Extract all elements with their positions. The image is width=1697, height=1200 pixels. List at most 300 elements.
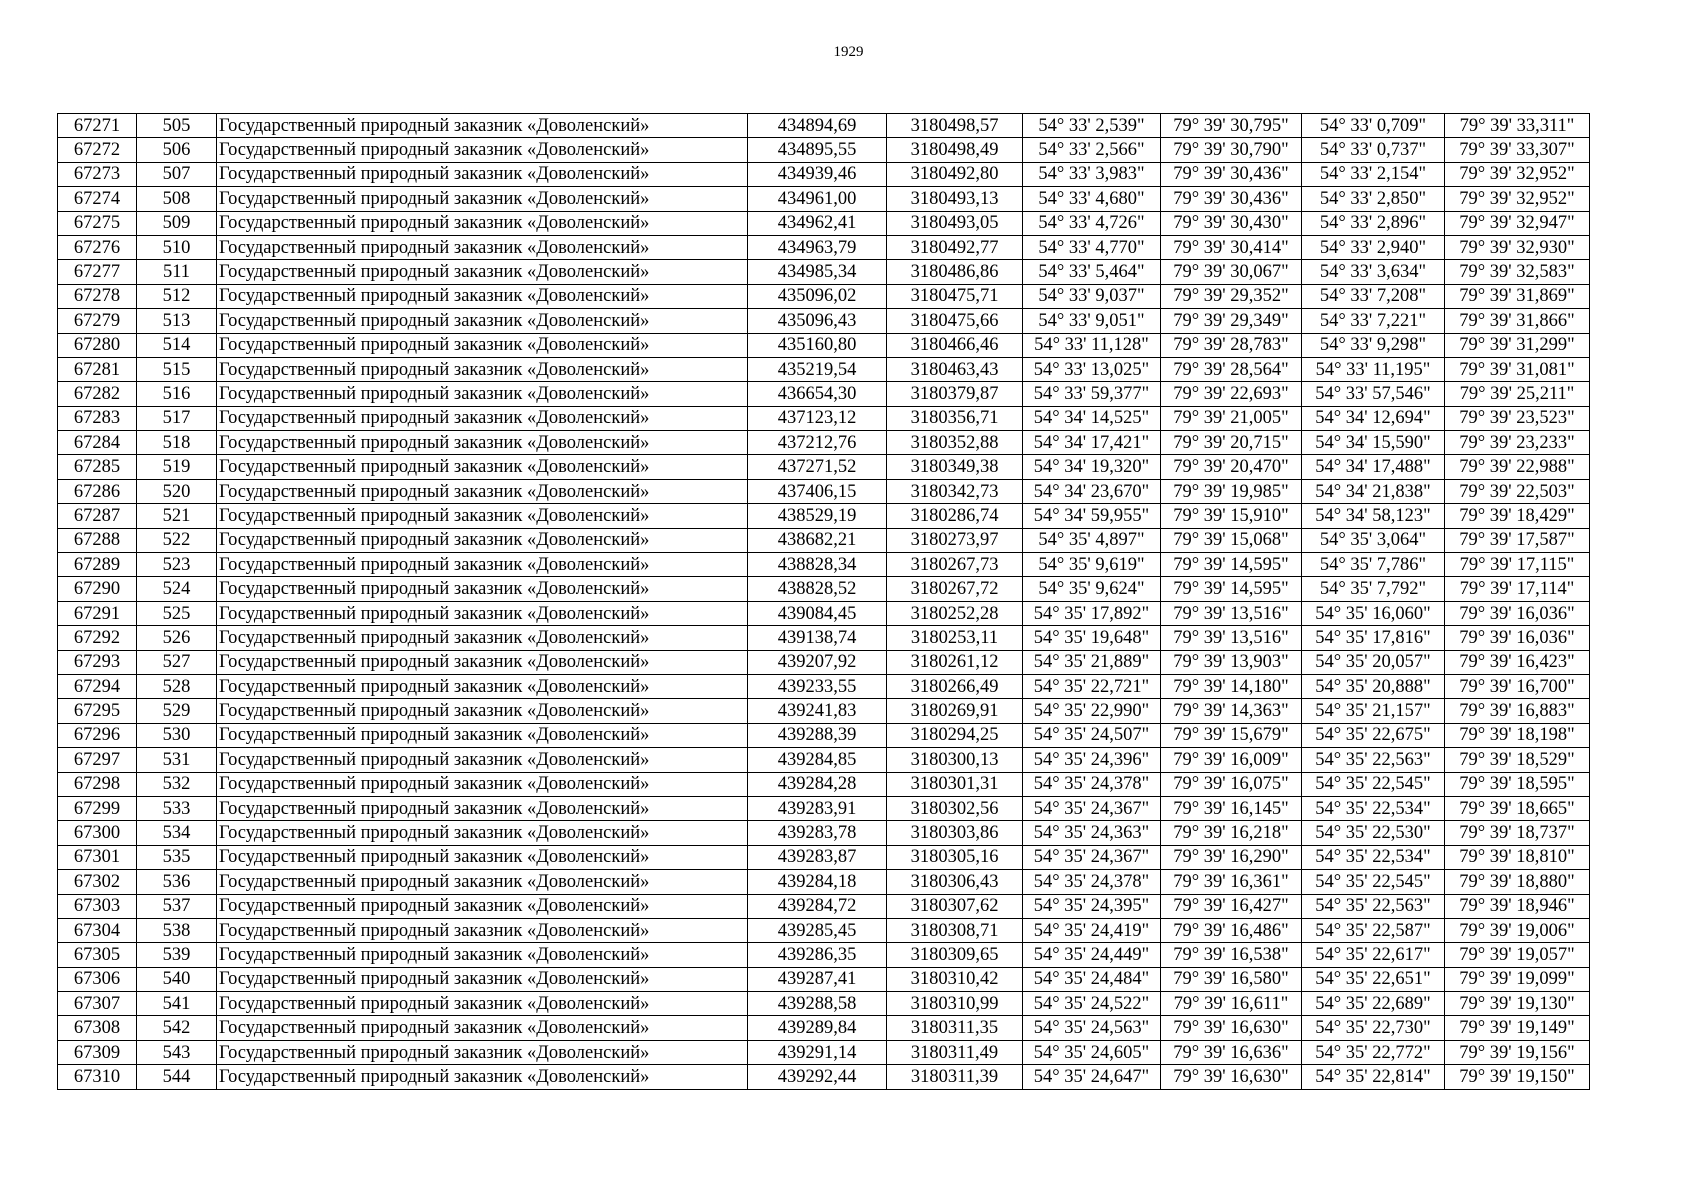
point-number-cell: 535 bbox=[137, 845, 217, 869]
row-id-cell: 67306 bbox=[58, 967, 137, 991]
latitude-wgs-cell: 54° 35' 22,814" bbox=[1302, 1065, 1445, 1089]
point-number-cell: 544 bbox=[137, 1065, 217, 1089]
row-id-cell: 67277 bbox=[58, 260, 137, 284]
row-id-cell: 67310 bbox=[58, 1065, 137, 1089]
table-row bbox=[58, 748, 1590, 772]
y-coordinate-cell: 3180379,87 bbox=[887, 382, 1023, 406]
territory-name-cell: Государственный природный заказник «Доволенский» bbox=[217, 553, 748, 577]
longitude-wgs-cell: 79° 39' 16,423" bbox=[1445, 650, 1590, 674]
row-id-cell: 67291 bbox=[58, 601, 137, 625]
longitude-msk-cell: 79° 39' 30,414" bbox=[1161, 235, 1302, 259]
latitude-msk-cell: 54° 33' 11,128" bbox=[1023, 333, 1161, 357]
x-coordinate-cell: 439292,44 bbox=[748, 1065, 887, 1089]
longitude-msk-cell: 79° 39' 14,595" bbox=[1161, 553, 1302, 577]
y-coordinate-cell: 3180306,43 bbox=[887, 870, 1023, 894]
territory-name-cell: Государственный природный заказник «Доволенский» bbox=[217, 187, 748, 211]
x-coordinate-cell: 437212,76 bbox=[748, 431, 887, 455]
territory-name-cell: Государственный природный заказник «Доволенский» bbox=[217, 284, 748, 308]
latitude-msk-cell: 54° 35' 24,367" bbox=[1023, 796, 1161, 820]
longitude-msk-cell: 79° 39' 16,486" bbox=[1161, 918, 1302, 942]
x-coordinate-cell: 439207,92 bbox=[748, 650, 887, 674]
latitude-msk-cell: 54° 35' 19,648" bbox=[1023, 626, 1161, 650]
point-number-cell: 543 bbox=[137, 1040, 217, 1064]
longitude-wgs-cell: 79° 39' 17,114" bbox=[1445, 577, 1590, 601]
point-number-cell: 505 bbox=[137, 114, 217, 138]
latitude-msk-cell: 54° 35' 24,605" bbox=[1023, 1040, 1161, 1064]
y-coordinate-cell: 3180311,39 bbox=[887, 1065, 1023, 1089]
territory-name-cell: Государственный природный заказник «Доволенский» bbox=[217, 455, 748, 479]
latitude-wgs-cell: 54° 35' 22,651" bbox=[1302, 967, 1445, 991]
latitude-msk-cell: 54° 35' 24,378" bbox=[1023, 870, 1161, 894]
longitude-wgs-cell: 79° 39' 32,583" bbox=[1445, 260, 1590, 284]
longitude-wgs-cell: 79° 39' 18,529" bbox=[1445, 748, 1590, 772]
longitude-msk-cell: 79° 39' 13,516" bbox=[1161, 626, 1302, 650]
row-id-cell: 67273 bbox=[58, 162, 137, 186]
table-row bbox=[58, 918, 1590, 942]
y-coordinate-cell: 3180310,99 bbox=[887, 992, 1023, 1016]
point-number-cell: 529 bbox=[137, 699, 217, 723]
latitude-wgs-cell: 54° 35' 16,060" bbox=[1302, 601, 1445, 625]
longitude-wgs-cell: 79° 39' 22,503" bbox=[1445, 479, 1590, 503]
longitude-wgs-cell: 79° 39' 19,149" bbox=[1445, 1016, 1590, 1040]
latitude-wgs-cell: 54° 35' 20,057" bbox=[1302, 650, 1445, 674]
x-coordinate-cell: 434894,69 bbox=[748, 114, 887, 138]
territory-name-cell: Государственный природный заказник «Доволенский» bbox=[217, 894, 748, 918]
latitude-wgs-cell: 54° 34' 15,590" bbox=[1302, 431, 1445, 455]
territory-name-cell: Государственный природный заказник «Доволенский» bbox=[217, 333, 748, 357]
table-row bbox=[58, 992, 1590, 1016]
territory-name-cell: Государственный природный заказник «Доволенский» bbox=[217, 772, 748, 796]
table-row bbox=[58, 114, 1590, 138]
latitude-wgs-cell: 54° 33' 0,709" bbox=[1302, 114, 1445, 138]
x-coordinate-cell: 439288,39 bbox=[748, 723, 887, 747]
latitude-msk-cell: 54° 34' 14,525" bbox=[1023, 406, 1161, 430]
territory-name-cell: Государственный природный заказник «Доволенский» bbox=[217, 114, 748, 138]
territory-name-cell: Государственный природный заказник «Доволенский» bbox=[217, 235, 748, 259]
latitude-msk-cell: 54° 35' 24,647" bbox=[1023, 1065, 1161, 1089]
point-number-cell: 509 bbox=[137, 211, 217, 235]
longitude-wgs-cell: 79° 39' 18,595" bbox=[1445, 772, 1590, 796]
y-coordinate-cell: 3180267,73 bbox=[887, 553, 1023, 577]
latitude-wgs-cell: 54° 35' 22,530" bbox=[1302, 821, 1445, 845]
point-number-cell: 521 bbox=[137, 504, 217, 528]
x-coordinate-cell: 439289,84 bbox=[748, 1016, 887, 1040]
point-number-cell: 536 bbox=[137, 870, 217, 894]
latitude-wgs-cell: 54° 35' 20,888" bbox=[1302, 674, 1445, 698]
table-row bbox=[58, 284, 1590, 308]
longitude-wgs-cell: 79° 39' 31,081" bbox=[1445, 357, 1590, 381]
x-coordinate-cell: 434895,55 bbox=[748, 138, 887, 162]
longitude-wgs-cell: 79° 39' 17,587" bbox=[1445, 528, 1590, 552]
latitude-msk-cell: 54° 33' 9,051" bbox=[1023, 309, 1161, 333]
x-coordinate-cell: 439285,45 bbox=[748, 918, 887, 942]
territory-name-cell: Государственный природный заказник «Доволенский» bbox=[217, 1016, 748, 1040]
latitude-wgs-cell: 54° 33' 2,896" bbox=[1302, 211, 1445, 235]
table-row bbox=[58, 1040, 1590, 1064]
table-row bbox=[58, 845, 1590, 869]
longitude-wgs-cell: 79° 39' 18,198" bbox=[1445, 723, 1590, 747]
latitude-msk-cell: 54° 33' 2,539" bbox=[1023, 114, 1161, 138]
longitude-wgs-cell: 79° 39' 19,006" bbox=[1445, 918, 1590, 942]
territory-name-cell: Государственный природный заказник «Доволенский» bbox=[217, 309, 748, 333]
point-number-cell: 519 bbox=[137, 455, 217, 479]
table-row bbox=[58, 528, 1590, 552]
row-id-cell: 67275 bbox=[58, 211, 137, 235]
row-id-cell: 67296 bbox=[58, 723, 137, 747]
latitude-wgs-cell: 54° 35' 7,786" bbox=[1302, 553, 1445, 577]
table-row bbox=[58, 504, 1590, 528]
row-id-cell: 67308 bbox=[58, 1016, 137, 1040]
row-id-cell: 67304 bbox=[58, 918, 137, 942]
longitude-msk-cell: 79° 39' 29,349" bbox=[1161, 309, 1302, 333]
table-row bbox=[58, 821, 1590, 845]
point-number-cell: 507 bbox=[137, 162, 217, 186]
y-coordinate-cell: 3180273,97 bbox=[887, 528, 1023, 552]
longitude-msk-cell: 79° 39' 16,580" bbox=[1161, 967, 1302, 991]
y-coordinate-cell: 3180303,86 bbox=[887, 821, 1023, 845]
y-coordinate-cell: 3180486,86 bbox=[887, 260, 1023, 284]
table-row bbox=[58, 772, 1590, 796]
point-number-cell: 542 bbox=[137, 1016, 217, 1040]
table-row bbox=[58, 260, 1590, 284]
latitude-msk-cell: 54° 33' 4,726" bbox=[1023, 211, 1161, 235]
latitude-msk-cell: 54° 34' 19,320" bbox=[1023, 455, 1161, 479]
y-coordinate-cell: 3180300,13 bbox=[887, 748, 1023, 772]
point-number-cell: 518 bbox=[137, 431, 217, 455]
latitude-msk-cell: 54° 33' 5,464" bbox=[1023, 260, 1161, 284]
x-coordinate-cell: 435219,54 bbox=[748, 357, 887, 381]
longitude-wgs-cell: 79° 39' 32,930" bbox=[1445, 235, 1590, 259]
longitude-wgs-cell: 79° 39' 19,156" bbox=[1445, 1040, 1590, 1064]
latitude-wgs-cell: 54° 35' 22,563" bbox=[1302, 894, 1445, 918]
row-id-cell: 67290 bbox=[58, 577, 137, 601]
longitude-msk-cell: 79° 39' 19,985" bbox=[1161, 479, 1302, 503]
x-coordinate-cell: 435096,02 bbox=[748, 284, 887, 308]
longitude-msk-cell: 79° 39' 30,795" bbox=[1161, 114, 1302, 138]
latitude-msk-cell: 54° 34' 17,421" bbox=[1023, 431, 1161, 455]
latitude-msk-cell: 54° 33' 3,983" bbox=[1023, 162, 1161, 186]
longitude-msk-cell: 79° 39' 16,630" bbox=[1161, 1016, 1302, 1040]
latitude-msk-cell: 54° 33' 4,770" bbox=[1023, 235, 1161, 259]
latitude-msk-cell: 54° 35' 24,396" bbox=[1023, 748, 1161, 772]
latitude-msk-cell: 54° 35' 22,721" bbox=[1023, 674, 1161, 698]
x-coordinate-cell: 437123,12 bbox=[748, 406, 887, 430]
y-coordinate-cell: 3180463,43 bbox=[887, 357, 1023, 381]
point-number-cell: 508 bbox=[137, 187, 217, 211]
y-coordinate-cell: 3180492,77 bbox=[887, 235, 1023, 259]
longitude-wgs-cell: 79° 39' 16,700" bbox=[1445, 674, 1590, 698]
latitude-wgs-cell: 54° 35' 22,545" bbox=[1302, 772, 1445, 796]
table-row bbox=[58, 894, 1590, 918]
x-coordinate-cell: 437406,15 bbox=[748, 479, 887, 503]
latitude-wgs-cell: 54° 35' 17,816" bbox=[1302, 626, 1445, 650]
latitude-wgs-cell: 54° 35' 22,534" bbox=[1302, 796, 1445, 820]
row-id-cell: 67289 bbox=[58, 553, 137, 577]
territory-name-cell: Государственный природный заказник «Доволенский» bbox=[217, 138, 748, 162]
territory-name-cell: Государственный природный заказник «Доволенский» bbox=[217, 1065, 748, 1089]
table-row bbox=[58, 943, 1590, 967]
territory-name-cell: Государственный природный заказник «Доволенский» bbox=[217, 723, 748, 747]
table-row bbox=[58, 357, 1590, 381]
table-row bbox=[58, 796, 1590, 820]
longitude-wgs-cell: 79° 39' 23,233" bbox=[1445, 431, 1590, 455]
longitude-msk-cell: 79° 39' 20,715" bbox=[1161, 431, 1302, 455]
y-coordinate-cell: 3180349,38 bbox=[887, 455, 1023, 479]
y-coordinate-cell: 3180305,16 bbox=[887, 845, 1023, 869]
longitude-msk-cell: 79° 39' 29,352" bbox=[1161, 284, 1302, 308]
latitude-msk-cell: 54° 35' 24,449" bbox=[1023, 943, 1161, 967]
longitude-wgs-cell: 79° 39' 18,810" bbox=[1445, 845, 1590, 869]
point-number-cell: 520 bbox=[137, 479, 217, 503]
latitude-msk-cell: 54° 35' 24,363" bbox=[1023, 821, 1161, 845]
longitude-msk-cell: 79° 39' 16,290" bbox=[1161, 845, 1302, 869]
latitude-wgs-cell: 54° 33' 11,195" bbox=[1302, 357, 1445, 381]
point-number-cell: 527 bbox=[137, 650, 217, 674]
longitude-wgs-cell: 79° 39' 19,099" bbox=[1445, 967, 1590, 991]
row-id-cell: 67278 bbox=[58, 284, 137, 308]
x-coordinate-cell: 439291,14 bbox=[748, 1040, 887, 1064]
latitude-msk-cell: 54° 35' 9,619" bbox=[1023, 553, 1161, 577]
latitude-msk-cell: 54° 33' 13,025" bbox=[1023, 357, 1161, 381]
longitude-wgs-cell: 79° 39' 18,737" bbox=[1445, 821, 1590, 845]
territory-name-cell: Государственный природный заказник «Доволенский» bbox=[217, 674, 748, 698]
longitude-msk-cell: 79° 39' 16,636" bbox=[1161, 1040, 1302, 1064]
longitude-wgs-cell: 79° 39' 32,952" bbox=[1445, 187, 1590, 211]
latitude-wgs-cell: 54° 35' 22,730" bbox=[1302, 1016, 1445, 1040]
row-id-cell: 67295 bbox=[58, 699, 137, 723]
longitude-wgs-cell: 79° 39' 18,429" bbox=[1445, 504, 1590, 528]
latitude-wgs-cell: 54° 35' 7,792" bbox=[1302, 577, 1445, 601]
point-number-cell: 532 bbox=[137, 772, 217, 796]
page-number: 1929 bbox=[833, 44, 864, 60]
territory-name-cell: Государственный природный заказник «Доволенский» bbox=[217, 357, 748, 381]
y-coordinate-cell: 3180311,35 bbox=[887, 1016, 1023, 1040]
territory-name-cell: Государственный природный заказник «Доволенский» bbox=[217, 918, 748, 942]
point-number-cell: 528 bbox=[137, 674, 217, 698]
territory-name-cell: Государственный природный заказник «Доволенский» bbox=[217, 845, 748, 869]
y-coordinate-cell: 3180493,13 bbox=[887, 187, 1023, 211]
point-number-cell: 522 bbox=[137, 528, 217, 552]
x-coordinate-cell: 439241,83 bbox=[748, 699, 887, 723]
longitude-msk-cell: 79° 39' 14,363" bbox=[1161, 699, 1302, 723]
point-number-cell: 525 bbox=[137, 601, 217, 625]
table-row bbox=[58, 601, 1590, 625]
latitude-msk-cell: 54° 34' 23,670" bbox=[1023, 479, 1161, 503]
y-coordinate-cell: 3180342,73 bbox=[887, 479, 1023, 503]
table-row bbox=[58, 626, 1590, 650]
point-number-cell: 538 bbox=[137, 918, 217, 942]
row-id-cell: 67271 bbox=[58, 114, 137, 138]
x-coordinate-cell: 439284,85 bbox=[748, 748, 887, 772]
latitude-wgs-cell: 54° 34' 17,488" bbox=[1302, 455, 1445, 479]
y-coordinate-cell: 3180253,11 bbox=[887, 626, 1023, 650]
row-id-cell: 67298 bbox=[58, 772, 137, 796]
longitude-wgs-cell: 79° 39' 16,036" bbox=[1445, 626, 1590, 650]
row-id-cell: 67282 bbox=[58, 382, 137, 406]
x-coordinate-cell: 434985,34 bbox=[748, 260, 887, 284]
row-id-cell: 67281 bbox=[58, 357, 137, 381]
table-body bbox=[58, 114, 1590, 1090]
territory-name-cell: Государственный природный заказник «Доволенский» bbox=[217, 821, 748, 845]
x-coordinate-cell: 439084,45 bbox=[748, 601, 887, 625]
y-coordinate-cell: 3180252,28 bbox=[887, 601, 1023, 625]
latitude-msk-cell: 54° 33' 59,377" bbox=[1023, 382, 1161, 406]
latitude-wgs-cell: 54° 33' 9,298" bbox=[1302, 333, 1445, 357]
row-id-cell: 67287 bbox=[58, 504, 137, 528]
longitude-msk-cell: 79° 39' 15,068" bbox=[1161, 528, 1302, 552]
territory-name-cell: Государственный природный заказник «Доволенский» bbox=[217, 528, 748, 552]
row-id-cell: 67297 bbox=[58, 748, 137, 772]
longitude-wgs-cell: 79° 39' 18,880" bbox=[1445, 870, 1590, 894]
latitude-wgs-cell: 54° 35' 22,772" bbox=[1302, 1040, 1445, 1064]
row-id-cell: 67293 bbox=[58, 650, 137, 674]
y-coordinate-cell: 3180466,46 bbox=[887, 333, 1023, 357]
table-row bbox=[58, 235, 1590, 259]
latitude-msk-cell: 54° 35' 24,563" bbox=[1023, 1016, 1161, 1040]
point-number-cell: 537 bbox=[137, 894, 217, 918]
longitude-msk-cell: 79° 39' 14,180" bbox=[1161, 674, 1302, 698]
territory-name-cell: Государственный природный заказник «Доволенский» bbox=[217, 992, 748, 1016]
territory-name-cell: Государственный природный заказник «Доволенский» bbox=[217, 406, 748, 430]
latitude-msk-cell: 54° 35' 24,522" bbox=[1023, 992, 1161, 1016]
row-id-cell: 67274 bbox=[58, 187, 137, 211]
row-id-cell: 67299 bbox=[58, 796, 137, 820]
latitude-msk-cell: 54° 35' 24,378" bbox=[1023, 772, 1161, 796]
y-coordinate-cell: 3180498,57 bbox=[887, 114, 1023, 138]
longitude-wgs-cell: 79° 39' 19,057" bbox=[1445, 943, 1590, 967]
y-coordinate-cell: 3180475,66 bbox=[887, 309, 1023, 333]
y-coordinate-cell: 3180498,49 bbox=[887, 138, 1023, 162]
table-row bbox=[58, 431, 1590, 455]
latitude-msk-cell: 54° 35' 17,892" bbox=[1023, 601, 1161, 625]
latitude-wgs-cell: 54° 35' 22,545" bbox=[1302, 870, 1445, 894]
longitude-msk-cell: 79° 39' 16,218" bbox=[1161, 821, 1302, 845]
latitude-wgs-cell: 54° 35' 22,587" bbox=[1302, 918, 1445, 942]
longitude-msk-cell: 79° 39' 16,145" bbox=[1161, 796, 1302, 820]
latitude-wgs-cell: 54° 33' 2,154" bbox=[1302, 162, 1445, 186]
x-coordinate-cell: 434961,00 bbox=[748, 187, 887, 211]
table-row bbox=[58, 162, 1590, 186]
territory-name-cell: Государственный природный заказник «Доволенский» bbox=[217, 601, 748, 625]
y-coordinate-cell: 3180308,71 bbox=[887, 918, 1023, 942]
x-coordinate-cell: 438828,52 bbox=[748, 577, 887, 601]
latitude-wgs-cell: 54° 35' 21,157" bbox=[1302, 699, 1445, 723]
table-row bbox=[58, 674, 1590, 698]
table-row bbox=[58, 870, 1590, 894]
x-coordinate-cell: 434939,46 bbox=[748, 162, 887, 186]
row-id-cell: 67292 bbox=[58, 626, 137, 650]
y-coordinate-cell: 3180492,80 bbox=[887, 162, 1023, 186]
row-id-cell: 67279 bbox=[58, 309, 137, 333]
territory-name-cell: Государственный природный заказник «Доволенский» bbox=[217, 211, 748, 235]
longitude-wgs-cell: 79° 39' 16,883" bbox=[1445, 699, 1590, 723]
point-number-cell: 526 bbox=[137, 626, 217, 650]
y-coordinate-cell: 3180267,72 bbox=[887, 577, 1023, 601]
territory-name-cell: Государственный природный заказник «Доволенский» bbox=[217, 943, 748, 967]
point-number-cell: 530 bbox=[137, 723, 217, 747]
latitude-msk-cell: 54° 35' 24,419" bbox=[1023, 918, 1161, 942]
territory-name-cell: Государственный природный заказник «Доволенский» bbox=[217, 162, 748, 186]
x-coordinate-cell: 438529,19 bbox=[748, 504, 887, 528]
row-id-cell: 67302 bbox=[58, 870, 137, 894]
territory-name-cell: Государственный природный заказник «Доволенский» bbox=[217, 748, 748, 772]
y-coordinate-cell: 3180294,25 bbox=[887, 723, 1023, 747]
table-row bbox=[58, 1065, 1590, 1089]
x-coordinate-cell: 439287,41 bbox=[748, 967, 887, 991]
row-id-cell: 67288 bbox=[58, 528, 137, 552]
longitude-msk-cell: 79° 39' 16,009" bbox=[1161, 748, 1302, 772]
y-coordinate-cell: 3180493,05 bbox=[887, 211, 1023, 235]
row-id-cell: 67300 bbox=[58, 821, 137, 845]
latitude-wgs-cell: 54° 33' 7,208" bbox=[1302, 284, 1445, 308]
y-coordinate-cell: 3180356,71 bbox=[887, 406, 1023, 430]
territory-name-cell: Государственный природный заказник «Доволенский» bbox=[217, 870, 748, 894]
point-number-cell: 523 bbox=[137, 553, 217, 577]
territory-name-cell: Государственный природный заказник «Доволенский» bbox=[217, 626, 748, 650]
y-coordinate-cell: 3180269,91 bbox=[887, 699, 1023, 723]
latitude-wgs-cell: 54° 34' 12,694" bbox=[1302, 406, 1445, 430]
point-number-cell: 513 bbox=[137, 309, 217, 333]
longitude-msk-cell: 79° 39' 28,564" bbox=[1161, 357, 1302, 381]
longitude-wgs-cell: 79° 39' 31,299" bbox=[1445, 333, 1590, 357]
table-row bbox=[58, 1016, 1590, 1040]
x-coordinate-cell: 439288,58 bbox=[748, 992, 887, 1016]
table-row bbox=[58, 406, 1590, 430]
x-coordinate-cell: 437271,52 bbox=[748, 455, 887, 479]
latitude-msk-cell: 54° 35' 24,367" bbox=[1023, 845, 1161, 869]
longitude-msk-cell: 79° 39' 13,903" bbox=[1161, 650, 1302, 674]
y-coordinate-cell: 3180301,31 bbox=[887, 772, 1023, 796]
territory-name-cell: Государственный природный заказник «Доволенский» bbox=[217, 577, 748, 601]
latitude-msk-cell: 54° 33' 4,680" bbox=[1023, 187, 1161, 211]
longitude-wgs-cell: 79° 39' 18,946" bbox=[1445, 894, 1590, 918]
point-number-cell: 515 bbox=[137, 357, 217, 381]
y-coordinate-cell: 3180261,12 bbox=[887, 650, 1023, 674]
latitude-wgs-cell: 54° 35' 22,534" bbox=[1302, 845, 1445, 869]
latitude-wgs-cell: 54° 35' 22,689" bbox=[1302, 992, 1445, 1016]
longitude-wgs-cell: 79° 39' 25,211" bbox=[1445, 382, 1590, 406]
point-number-cell: 514 bbox=[137, 333, 217, 357]
x-coordinate-cell: 439286,35 bbox=[748, 943, 887, 967]
table-row bbox=[58, 333, 1590, 357]
latitude-wgs-cell: 54° 35' 22,563" bbox=[1302, 748, 1445, 772]
latitude-wgs-cell: 54° 33' 7,221" bbox=[1302, 309, 1445, 333]
table-row bbox=[58, 650, 1590, 674]
longitude-wgs-cell: 79° 39' 16,036" bbox=[1445, 601, 1590, 625]
longitude-msk-cell: 79° 39' 13,516" bbox=[1161, 601, 1302, 625]
x-coordinate-cell: 439284,28 bbox=[748, 772, 887, 796]
row-id-cell: 67286 bbox=[58, 479, 137, 503]
territory-name-cell: Государственный природный заказник «Доволенский» bbox=[217, 699, 748, 723]
point-number-cell: 517 bbox=[137, 406, 217, 430]
latitude-msk-cell: 54° 35' 9,624" bbox=[1023, 577, 1161, 601]
table-row bbox=[58, 187, 1590, 211]
longitude-msk-cell: 79° 39' 16,538" bbox=[1161, 943, 1302, 967]
table-row bbox=[58, 211, 1590, 235]
row-id-cell: 67284 bbox=[58, 431, 137, 455]
longitude-wgs-cell: 79° 39' 31,869" bbox=[1445, 284, 1590, 308]
x-coordinate-cell: 439138,74 bbox=[748, 626, 887, 650]
row-id-cell: 67285 bbox=[58, 455, 137, 479]
y-coordinate-cell: 3180286,74 bbox=[887, 504, 1023, 528]
point-number-cell: 533 bbox=[137, 796, 217, 820]
longitude-msk-cell: 79° 39' 30,067" bbox=[1161, 260, 1302, 284]
coordinates-table bbox=[57, 113, 1590, 1090]
longitude-msk-cell: 79° 39' 15,910" bbox=[1161, 504, 1302, 528]
latitude-wgs-cell: 54° 33' 2,850" bbox=[1302, 187, 1445, 211]
latitude-msk-cell: 54° 35' 24,484" bbox=[1023, 967, 1161, 991]
longitude-wgs-cell: 79° 39' 33,311" bbox=[1445, 114, 1590, 138]
